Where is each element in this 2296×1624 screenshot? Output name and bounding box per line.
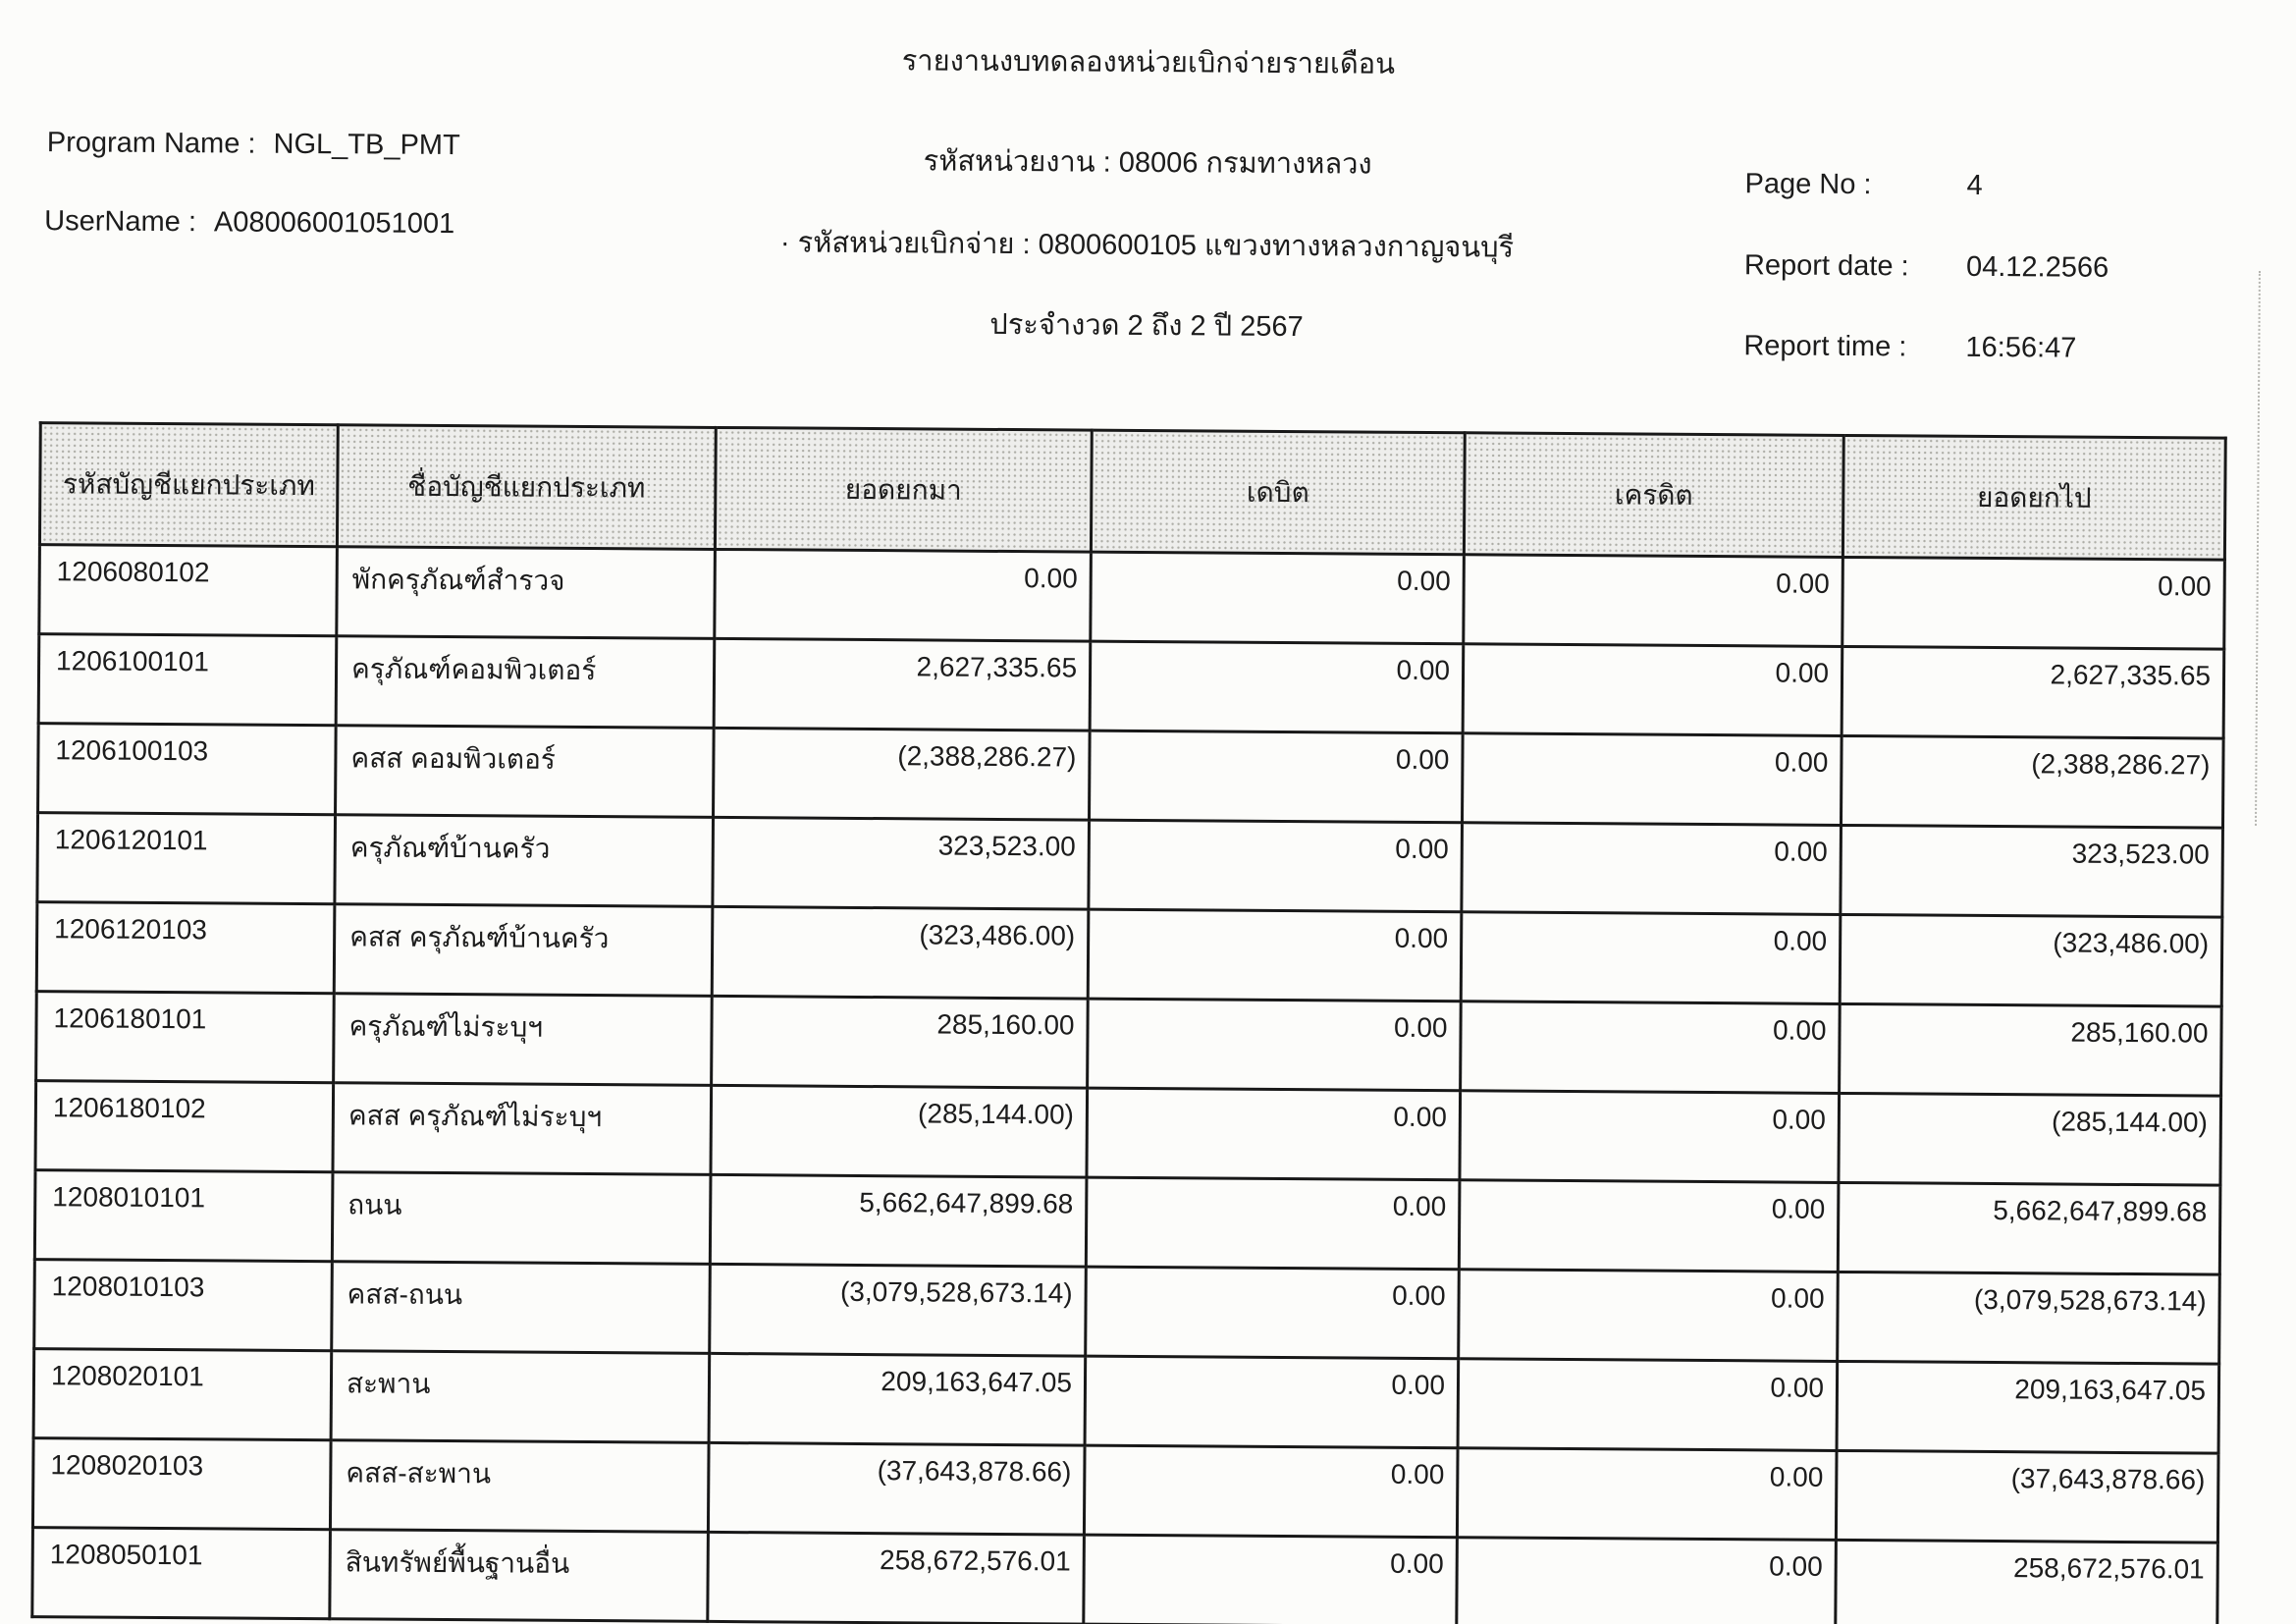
account-name-cell: คสส-ถนน (332, 1262, 711, 1354)
trial-balance-table (30, 421, 2226, 1624)
debit-cell: 0.00 (1089, 820, 1463, 912)
credit-cell: 0.00 (1464, 555, 1843, 647)
brought-forward-cell: (323,486.00) (712, 906, 1089, 999)
debit-cell: 0.00 (1090, 641, 1464, 733)
report-date-label: Report date : (1743, 249, 1909, 283)
brought-forward-cell: 209,163,647.05 (709, 1353, 1086, 1445)
debit-cell: 0.00 (1088, 909, 1462, 1001)
account-name-cell: คสส ครุภัณฑ์ไม่ระบุฯ (333, 1083, 712, 1175)
credit-cell: 0.00 (1460, 1091, 1840, 1183)
carried-forward-cell: 2,627,335.65 (1842, 646, 2224, 738)
col-header-account-name: ชื่อบัญชีแยกประเภท (337, 425, 716, 550)
account-code-cell: 1206120103 (36, 902, 335, 994)
brought-forward-cell: 5,662,647,899.68 (710, 1174, 1087, 1267)
account-code-cell: 1206120101 (37, 813, 336, 904)
table-row (39, 545, 2225, 650)
debit-cell: 0.00 (1085, 1356, 1459, 1448)
account-name-cell: คสส ครุภัณฑ์บ้านครัว (334, 904, 713, 997)
report-time-label: Report time : (1743, 330, 1907, 363)
table-row (32, 1528, 2218, 1624)
carried-forward-cell: (2,388,286.27) (1841, 735, 2223, 828)
credit-cell: 0.00 (1462, 823, 1842, 915)
account-name-cell: ถนน (332, 1172, 711, 1265)
credit-cell: 0.00 (1461, 912, 1841, 1004)
carried-forward-cell: (323,486.00) (1840, 914, 2222, 1006)
period-line: ประจำงวด 2 ถึง 2 ปี 2567 (989, 308, 1304, 344)
carried-forward-cell: 285,160.00 (1840, 1003, 2222, 1096)
account-name-cell: พักครุภัณฑ์สำรวจ (337, 547, 716, 639)
carried-forward-cell: (37,643,878.66) (1836, 1450, 2218, 1543)
brought-forward-cell: (285,144.00) (711, 1085, 1088, 1177)
account-code-cell: 1208050101 (32, 1528, 331, 1619)
table-header-row (39, 423, 2225, 561)
account-code-cell: 1208010101 (34, 1170, 333, 1262)
report-time-value: 16:56:47 (1965, 331, 2077, 364)
account-code-cell: 1206100103 (38, 724, 337, 815)
table-row (36, 992, 2222, 1097)
debit-cell: 0.00 (1088, 999, 1462, 1091)
carried-forward-cell: (285,144.00) (1839, 1093, 2221, 1185)
carried-forward-cell: 0.00 (1842, 557, 2225, 649)
program-name-label: Program Name : (46, 127, 256, 160)
debit-cell: 0.00 (1090, 731, 1464, 823)
program-name-line (47, 123, 460, 165)
debit-cell: 0.00 (1084, 1445, 1458, 1538)
account-name-cell: ครุภัณฑ์บ้านครัว (335, 815, 714, 907)
carried-forward-cell: 258,672,576.01 (1836, 1540, 2218, 1624)
brought-forward-cell: 0.00 (715, 549, 1092, 641)
program-name-value: NGL_TB_PMT (273, 128, 460, 162)
agency-code-line: รหัสหน่วยงาน : 08006 กรมทางหลวง (923, 145, 1372, 181)
brought-forward-cell: (2,388,286.27) (714, 728, 1091, 820)
account-code-cell: 1208010103 (34, 1260, 333, 1351)
table-row (38, 724, 2224, 829)
credit-cell: 0.00 (1461, 1001, 1841, 1094)
brought-forward-cell: (37,643,878.66) (708, 1442, 1085, 1535)
report-title: รายงานงบทดลองหน่วยเบิกจ่ายรายเดือน (901, 45, 1396, 81)
scan-edge-artifact (2255, 271, 2261, 826)
account-code-cell: 1206180101 (36, 992, 335, 1083)
account-code-cell: 1208020101 (33, 1349, 332, 1440)
col-header-carried-forward: ยอดยกไป (1842, 435, 2225, 560)
carried-forward-cell: 323,523.00 (1841, 825, 2223, 917)
table-row (34, 1260, 2220, 1365)
col-header-credit: เครดิต (1464, 433, 1843, 558)
credit-cell: 0.00 (1459, 1270, 1839, 1362)
table-row (33, 1349, 2219, 1454)
username-label: UserName : (44, 205, 197, 239)
credit-cell: 0.00 (1462, 733, 1842, 826)
col-header-debit: เดบิต (1091, 430, 1465, 555)
report-date-line (1744, 245, 2109, 288)
username-line (44, 201, 454, 244)
account-code-cell: 1208020103 (32, 1438, 331, 1530)
debit-cell: 0.00 (1086, 1267, 1460, 1359)
account-name-cell: คสส คอมพิวเตอร์ (336, 726, 715, 818)
carried-forward-cell: 5,662,647,899.68 (1838, 1182, 2220, 1274)
debit-cell: 0.00 (1091, 552, 1465, 644)
account-name-cell: ครุภัณฑ์ไม่ระบุฯ (334, 994, 713, 1086)
page-no-value: 4 (1966, 169, 1983, 201)
account-name-cell: สินทรัพย์พื้นฐานอื่น (330, 1530, 709, 1622)
col-header-account-code: รหัสบัญชีแยกประเภท (39, 423, 338, 547)
credit-cell: 0.00 (1457, 1538, 1837, 1624)
credit-cell: 0.00 (1463, 644, 1842, 736)
report-date-value: 04.12.2566 (1965, 250, 2109, 284)
debit-cell: 0.00 (1087, 1088, 1461, 1180)
account-name-cell: สะพาน (331, 1351, 710, 1443)
brought-forward-cell: 285,160.00 (712, 996, 1089, 1088)
table-row (32, 1438, 2218, 1543)
debit-cell: 0.00 (1086, 1177, 1460, 1270)
brought-forward-cell: 258,672,576.01 (708, 1532, 1085, 1624)
account-name-cell: ครุภัณฑ์คอมพิวเตอร์ (336, 636, 715, 729)
table-row (35, 1081, 2221, 1186)
col-header-brought-forward: ยอดยกมา (715, 427, 1092, 552)
credit-cell: 0.00 (1458, 1359, 1838, 1451)
account-code-cell: 1206100101 (38, 634, 337, 726)
credit-cell: 0.00 (1457, 1448, 1837, 1541)
debit-cell: 0.00 (1084, 1535, 1458, 1624)
username-value: A08006001051001 (213, 206, 455, 241)
account-code-cell: 1206080102 (39, 545, 338, 636)
table-header (39, 423, 2225, 561)
table-row (37, 813, 2223, 918)
disbursement-unit-line: · รหัสหน่วยเบิกจ่าย : 0800600105 แขวงทางหลวงกาญจนบุรี (779, 227, 1515, 264)
table-body (32, 545, 2225, 1624)
table-row (36, 902, 2222, 1007)
carried-forward-cell: 209,163,647.05 (1837, 1361, 2219, 1453)
brought-forward-cell: 2,627,335.65 (714, 638, 1091, 731)
brought-forward-cell: (3,079,528,673.14) (710, 1264, 1087, 1356)
account-name-cell: คสส-สะพาน (330, 1440, 709, 1533)
account-code-cell: 1206180102 (35, 1081, 334, 1172)
table-row (38, 634, 2224, 739)
carried-forward-cell: (3,079,528,673.14) (1838, 1272, 2220, 1364)
page-no-line (1744, 164, 1982, 205)
credit-cell: 0.00 (1459, 1180, 1839, 1272)
page-no-label: Page No : (1744, 168, 1872, 201)
table-row (34, 1170, 2220, 1275)
report-time-line (1743, 326, 2076, 367)
brought-forward-cell: 323,523.00 (713, 817, 1090, 909)
